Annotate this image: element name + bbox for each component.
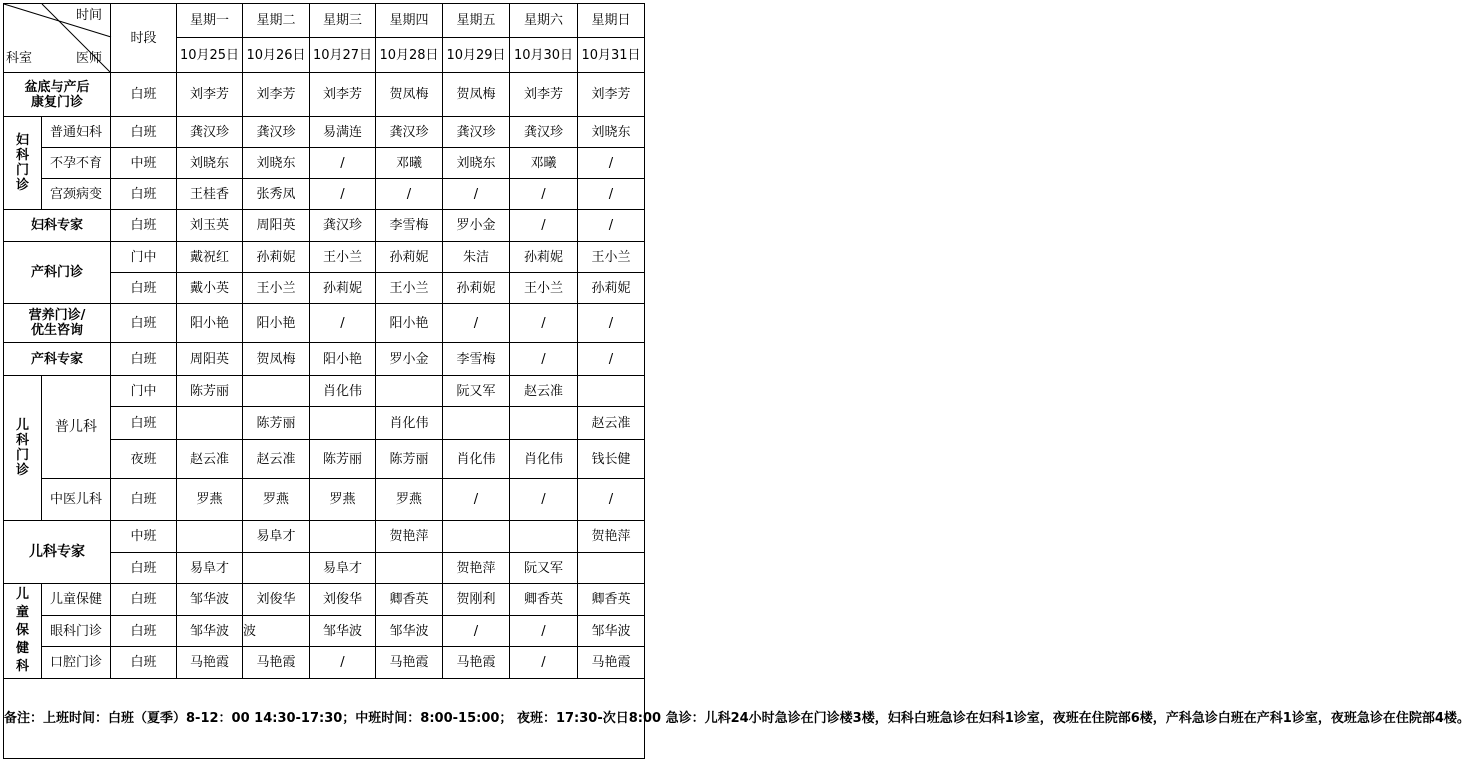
subdept-dental-clinic: 口腔门诊 [42,647,111,679]
weekday-sun: 星期日 [578,4,645,38]
schedule-cell: / [443,616,510,647]
roster-row [4,304,645,343]
period-cell: 白班 [111,117,177,148]
schedule-cell: / [578,179,645,210]
schedule-cell [510,407,578,440]
schedule-cell: 肖化伟 [376,407,443,440]
period-cell: 白班 [111,553,177,584]
schedule-cell: / [510,616,578,647]
period-cell: 白班 [111,73,177,117]
dept-gyn-expert: 妇科专家 [4,210,111,242]
schedule-cell: 钱长健 [578,440,645,479]
schedule-cell: 易阜才 [310,553,376,584]
schedule-cell [376,553,443,584]
roster-row [4,343,645,376]
schedule-cell: 贺艳萍 [443,553,510,584]
schedule-cell [310,407,376,440]
period-cell: 白班 [111,210,177,242]
schedule-cell: 邹华波 [310,616,376,647]
dept-gyn-char-3: 门 [15,163,29,178]
schedule-cell: 陈芳丽 [376,440,443,479]
header-row-weekdays [4,4,645,38]
schedule-cell: 邹华波 [177,616,243,647]
period-cell: 白班 [111,647,177,679]
schedule-cell: 刘李芳 [243,73,310,117]
date-sun: 10月31日 [578,38,645,73]
weekday-sat: 星期六 [510,4,578,38]
corner-dept-label: 科室 [6,51,33,66]
schedule-cell: / [510,343,578,376]
schedule-cell: / [443,479,510,521]
subdept-gyn-general: 普通妇科 [42,117,111,148]
roster-row [4,210,645,242]
date-sat: 10月30日 [510,38,578,73]
period-cell: 白班 [111,584,177,616]
schedule-cell: 马艳霞 [376,647,443,679]
schedule-cell [376,376,443,407]
schedule-cell: 马艳霞 [243,647,310,679]
dept-gyn-clinic [4,117,42,210]
roster-row [4,117,645,148]
roster-row [4,479,645,521]
schedule-cell: / [578,304,645,343]
schedule-cell: 龚汉珍 [510,117,578,148]
schedule-cell: 贺刚利 [443,584,510,616]
period-cell: 白班 [111,479,177,521]
schedule-cell: 邓曦 [510,148,578,179]
schedule-cell: 刘晓东 [578,117,645,148]
schedule-cell: 龚汉珍 [443,117,510,148]
dept-peds-char-4: 诊 [15,463,29,478]
schedule-cell: 卿香英 [510,584,578,616]
schedule-cell: 罗燕 [376,479,443,521]
dept-pelvic [4,73,111,117]
date-fri: 10月29日 [443,38,510,73]
schedule-cell: 阮又军 [443,376,510,407]
period-cell: 白班 [111,304,177,343]
schedule-cell: 阳小艳 [376,304,443,343]
period-cell: 白班 [111,273,177,304]
duty-roster-sheet [3,3,1470,768]
notes-text: 备注：上班时间：白班（夏季）8-12：00 14:30-17:30；中班时间：8:00-15:00； 夜班：17:30-次日8:00 急诊：儿科24小时急诊在门诊楼3楼，妇科白班急诊在妇科1诊室，夜班在住院部6楼，产科急诊白班在产科1诊室，夜班急诊在住院部4楼。 [4,679,645,759]
dept-nutrition [4,304,111,343]
roster-row [4,179,645,210]
schedule-cell: 易阜才 [177,553,243,584]
period-cell: 门中 [111,242,177,273]
roster-row [4,584,645,616]
dept-peds-char-1: 儿 [15,418,29,433]
date-tue: 10月26日 [243,38,310,73]
schedule-cell: 邓曦 [376,148,443,179]
roster-row [4,521,645,553]
dept-ch-char-4: 健 [15,641,29,656]
schedule-cell: 赵云准 [243,440,310,479]
dept-gyn-char-1: 妇 [15,133,29,148]
schedule-cell: / [510,479,578,521]
schedule-cell [443,521,510,553]
schedule-cell: 戴小英 [177,273,243,304]
weekday-mon: 星期一 [177,4,243,38]
schedule-cell: 贺凤梅 [443,73,510,117]
schedule-cell [443,407,510,440]
schedule-cell: 卿香英 [578,584,645,616]
schedule-cell: 邹华波 [578,616,645,647]
schedule-cell: 王小兰 [310,242,376,273]
schedule-cell: 贺艳萍 [578,521,645,553]
subdept-gyn-infertility: 不孕不育 [42,148,111,179]
schedule-cell: 刘晓东 [177,148,243,179]
schedule-cell: 易满连 [310,117,376,148]
dept-pelvic-line2: 康复门诊 [30,94,83,110]
schedule-cell: 肖化伟 [310,376,376,407]
period-cell: 白班 [111,616,177,647]
schedule-cell: 波 [243,616,310,647]
schedule-cell: 孙莉妮 [243,242,310,273]
schedule-cell: 易阜才 [243,521,310,553]
weekday-tue: 星期二 [243,4,310,38]
schedule-cell: 马艳霞 [443,647,510,679]
schedule-cell: 张秀凤 [243,179,310,210]
schedule-cell: 罗小金 [376,343,443,376]
schedule-cell [510,521,578,553]
schedule-cell: 戴祝红 [177,242,243,273]
schedule-cell: 阮又军 [510,553,578,584]
duty-roster-table [3,3,1470,759]
schedule-cell [177,521,243,553]
schedule-cell [243,553,310,584]
period-cell: 中班 [111,148,177,179]
schedule-cell: 陈芳丽 [177,376,243,407]
weekday-thu: 星期四 [376,4,443,38]
schedule-cell: / [443,304,510,343]
schedule-cell: 李雪梅 [443,343,510,376]
dept-ob-clinic: 产科门诊 [4,242,111,304]
schedule-cell: 王小兰 [243,273,310,304]
schedule-cell: / [310,647,376,679]
schedule-cell: 刘俊华 [243,584,310,616]
date-thu: 10月28日 [376,38,443,73]
period-cell: 白班 [111,343,177,376]
schedule-cell: 孙莉妮 [578,273,645,304]
schedule-cell: 贺凤梅 [376,73,443,117]
period-header: 时段 [111,4,177,73]
schedule-cell: 赵云准 [177,440,243,479]
schedule-cell: 陈芳丽 [310,440,376,479]
schedule-cell: 刘李芳 [578,73,645,117]
schedule-cell: 马艳霞 [578,647,645,679]
subdept-eye-clinic: 眼科门诊 [42,616,111,647]
schedule-cell [578,553,645,584]
schedule-cell: 周阳英 [243,210,310,242]
schedule-cell: 赵云准 [578,407,645,440]
schedule-cell: 罗燕 [310,479,376,521]
corner-header-cell [4,4,111,73]
schedule-cell: 刘俊华 [310,584,376,616]
schedule-cell: 孙莉妮 [376,242,443,273]
notes-row [4,679,645,759]
schedule-cell: 孙莉妮 [310,273,376,304]
schedule-cell: / [578,343,645,376]
schedule-cell: 刘李芳 [310,73,376,117]
schedule-cell: 龚汉珍 [177,117,243,148]
period-cell: 门中 [111,376,177,407]
period-cell: 中班 [111,521,177,553]
dept-ob-expert: 产科专家 [4,343,111,376]
schedule-cell: 王桂香 [177,179,243,210]
period-cell: 白班 [111,179,177,210]
weekday-fri: 星期五 [443,4,510,38]
subdept-gyn-cervical: 宫颈病变 [42,179,111,210]
weekday-wed: 星期三 [310,4,376,38]
dept-gyn-char-4: 诊 [15,178,29,193]
schedule-cell: 贺凤梅 [243,343,310,376]
schedule-cell: 龚汉珍 [310,210,376,242]
schedule-cell: / [578,148,645,179]
schedule-cell: 邹华波 [376,616,443,647]
subdept-peds-tcm: 中医儿科 [42,479,111,521]
period-cell: 夜班 [111,440,177,479]
dept-child-health [4,584,42,679]
schedule-cell: 李雪梅 [376,210,443,242]
schedule-cell: / [376,179,443,210]
schedule-cell: 肖化伟 [510,440,578,479]
schedule-cell: 孙莉妮 [443,273,510,304]
schedule-cell [578,376,645,407]
schedule-cell: 陈芳丽 [243,407,310,440]
dept-ch-char-1: 儿 [15,587,29,602]
roster-row [4,73,645,117]
schedule-cell: 罗燕 [177,479,243,521]
subdept-peds-general: 普儿科 [42,376,111,479]
schedule-cell: 刘李芳 [177,73,243,117]
schedule-cell: 邹华波 [177,584,243,616]
schedule-cell [177,407,243,440]
schedule-cell: 刘晓东 [243,148,310,179]
schedule-cell: 刘晓东 [443,148,510,179]
schedule-cell: 孙莉妮 [510,242,578,273]
corner-doctor-label: 医师 [75,51,102,66]
schedule-cell: 王小兰 [376,273,443,304]
dept-nutrition-line1: 营养门诊/ [28,308,86,323]
date-mon: 10月25日 [177,38,243,73]
date-wed: 10月27日 [310,38,376,73]
dept-peds-char-3: 门 [15,448,29,463]
schedule-cell: 龚汉珍 [243,117,310,148]
schedule-cell: 肖化伟 [443,440,510,479]
roster-row [4,616,645,647]
roster-row [4,376,645,407]
schedule-cell: / [443,179,510,210]
schedule-cell: 王小兰 [510,273,578,304]
schedule-cell [243,376,310,407]
schedule-cell: 赵云准 [510,376,578,407]
schedule-cell: 阳小艳 [310,343,376,376]
dept-ch-char-2: 童 [15,605,29,620]
dept-peds-expert: 儿科专家 [4,521,111,584]
schedule-cell: / [578,479,645,521]
schedule-cell: 罗小金 [443,210,510,242]
subdept-child-care: 儿童保健 [42,584,111,616]
dept-peds-clinic [4,376,42,521]
corner-time-label: 时间 [75,8,102,23]
schedule-cell: / [310,304,376,343]
schedule-cell: 罗燕 [243,479,310,521]
dept-ch-char-5: 科 [15,659,29,674]
schedule-cell: / [510,210,578,242]
dept-pelvic-line1: 盆底与产后 [24,79,90,95]
schedule-cell: 刘李芳 [510,73,578,117]
schedule-cell: 刘玉英 [177,210,243,242]
schedule-cell: / [510,647,578,679]
schedule-cell: 卿香英 [376,584,443,616]
schedule-cell: / [510,179,578,210]
schedule-cell: 龚汉珍 [376,117,443,148]
schedule-cell: 阳小艳 [243,304,310,343]
schedule-cell: / [578,210,645,242]
period-cell: 白班 [111,407,177,440]
schedule-cell: / [310,148,376,179]
roster-row [4,242,645,273]
dept-peds-char-2: 科 [15,433,29,448]
schedule-cell: 马艳霞 [177,647,243,679]
schedule-cell: / [510,304,578,343]
roster-row [4,647,645,679]
schedule-cell: 阳小艳 [177,304,243,343]
dept-gyn-char-2: 科 [15,148,29,163]
schedule-cell: 贺艳萍 [376,521,443,553]
dept-nutrition-line2: 优生咨询 [30,323,83,338]
schedule-cell: / [310,179,376,210]
schedule-cell [310,521,376,553]
schedule-cell: 朱洁 [443,242,510,273]
dept-ch-char-3: 保 [15,623,29,638]
roster-row [4,148,645,179]
schedule-cell: 周阳英 [177,343,243,376]
schedule-cell: 王小兰 [578,242,645,273]
